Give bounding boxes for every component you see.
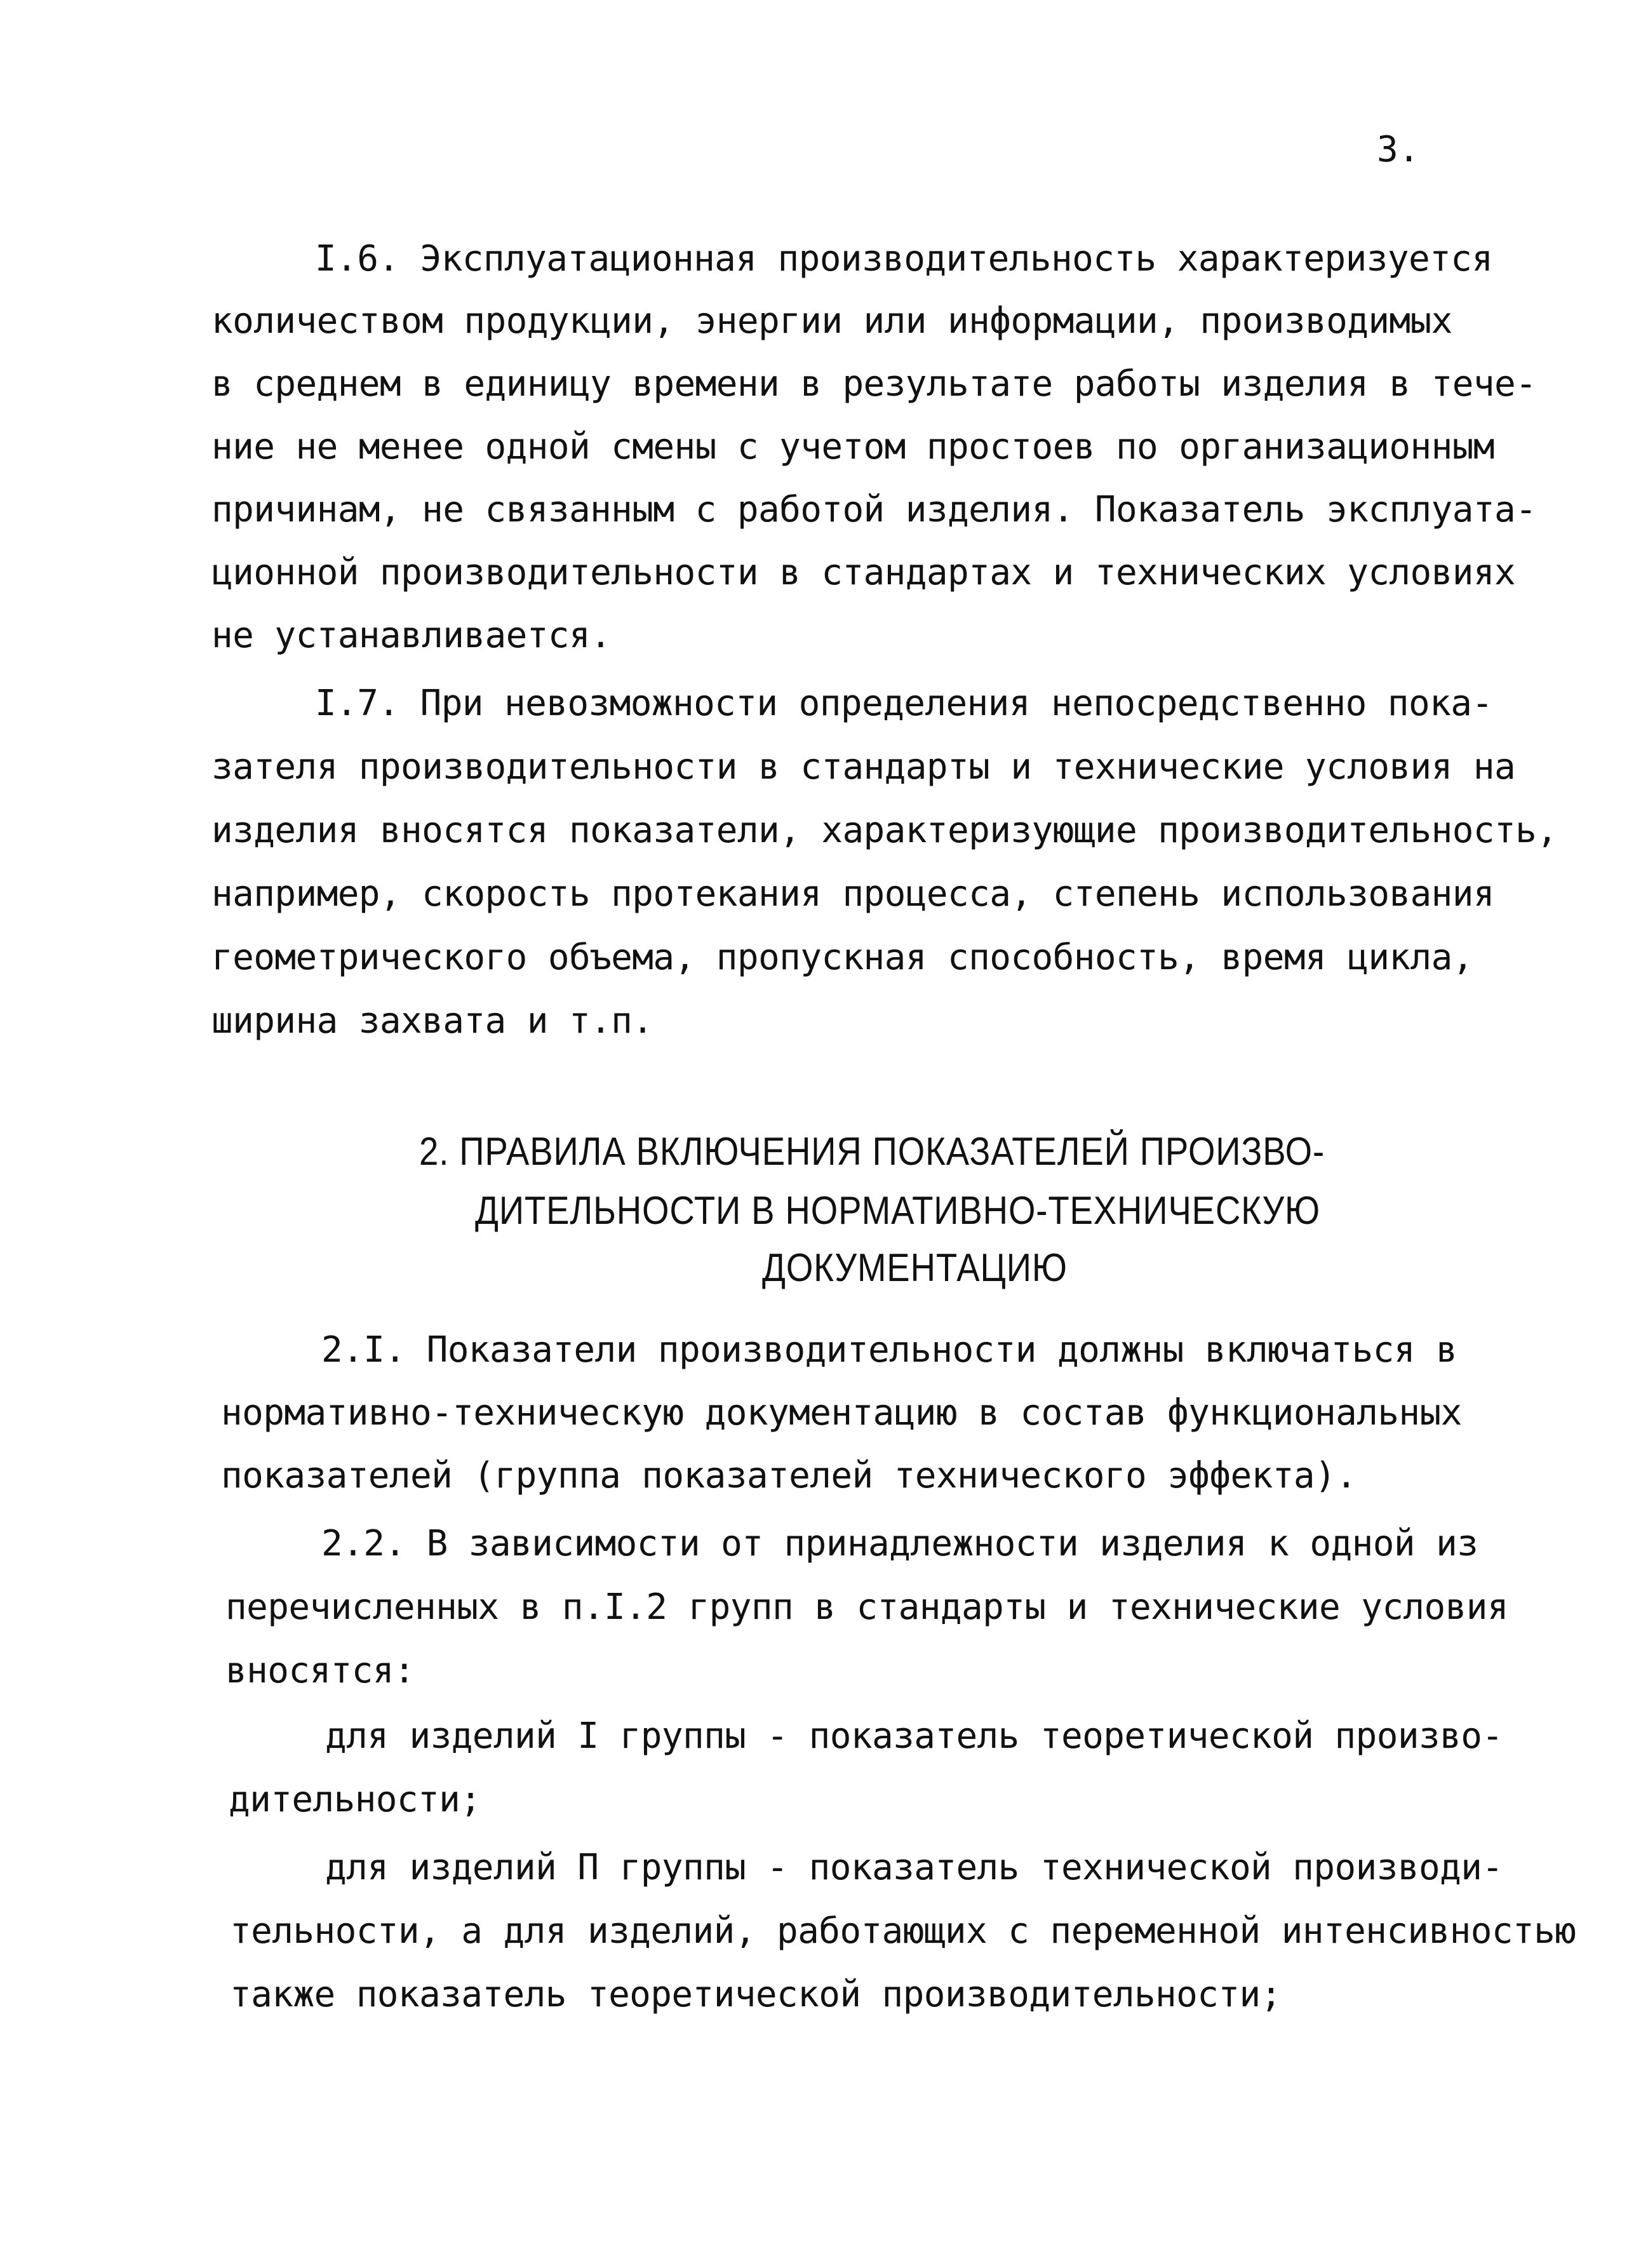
page-number: 3. (1377, 129, 1420, 170)
para-1-6-line-7: не устанавливается. (211, 615, 612, 656)
para-1-7-line-4: например, скорость протекания процесса, степень использования (211, 873, 1495, 915)
para-1-6-line-6: ционной производительности в стандартах и технических условиях (211, 552, 1516, 593)
para-2-1-line-2: нормативно-техническую документацию в состав функциональных (221, 1392, 1462, 1433)
para-2-2-line-3: вносятся: (225, 1650, 415, 1691)
item-group-1-line-2: дительности; (229, 1779, 481, 1820)
para-1-7-line-1: I.7. При невозможности определения непосредственно пока- (315, 683, 1493, 724)
para-2-1-line-1: 2.I. Показатели производительности должны включаться в (321, 1329, 1457, 1371)
para-1-6-line-1: I.6. Эксплуатационная производительность характеризуется (315, 238, 1493, 279)
para-1-6-line-3: в среднем в единицу времени в результате работы изделия в тече- (211, 363, 1537, 405)
section-2-heading-line-2: ДИТЕЛЬНОСТИ В НОРМАТИВНО-ТЕХНИЧЕСКУЮ (475, 1189, 1321, 1233)
item-group-2-line-2: тельности, а для изделий, работающих с переменной интенсивностью (230, 1910, 1576, 1952)
para-1-7-line-6: ширина захвата и т.п. (211, 1000, 653, 1042)
para-2-2-line-1: 2.2. В зависимости от принадлежности изделия к одной из (321, 1523, 1478, 1564)
para-1-6-line-2: количеством продукции, энергии или информации, производимых (211, 300, 1452, 342)
section-2-heading-line-1: 2. ПРАВИЛА ВКЛЮЧЕНИЯ ПОКАЗАТЕЛЕЙ ПРОИЗВО- (419, 1130, 1325, 1174)
para-2-1-line-3: показателей (группа показателей технического эффекта). (221, 1455, 1357, 1496)
para-2-2-line-2: перечисленных в п.I.2 групп в стандарты и технические условия (225, 1587, 1509, 1628)
item-group-2-line-1: для изделий П группы - показатель технической производи- (325, 1847, 1503, 1888)
para-1-7-line-5: геометрического объема, пропускная способность, время цикла, (211, 937, 1473, 978)
para-1-7-line-3: изделия вносятся показатели, характеризующие производительность, (211, 810, 1558, 851)
para-1-6-line-4: ние не менее одной смены с учетом простоев по организационным (211, 426, 1495, 467)
item-group-1-line-1: для изделий I группы - показатель теоретической произво- (325, 1715, 1503, 1757)
section-2-heading-line-3: ДОКУМЕНТАЦИЮ (762, 1246, 1068, 1290)
item-group-2-line-3: также показатель теоретической производительности; (230, 1974, 1282, 2015)
para-1-7-line-2: зателя производительности в стандарты и технические условия на (211, 746, 1516, 788)
para-1-6-line-5: причинам, не связанным с работой изделия. Показатель эксплуата- (211, 489, 1537, 530)
